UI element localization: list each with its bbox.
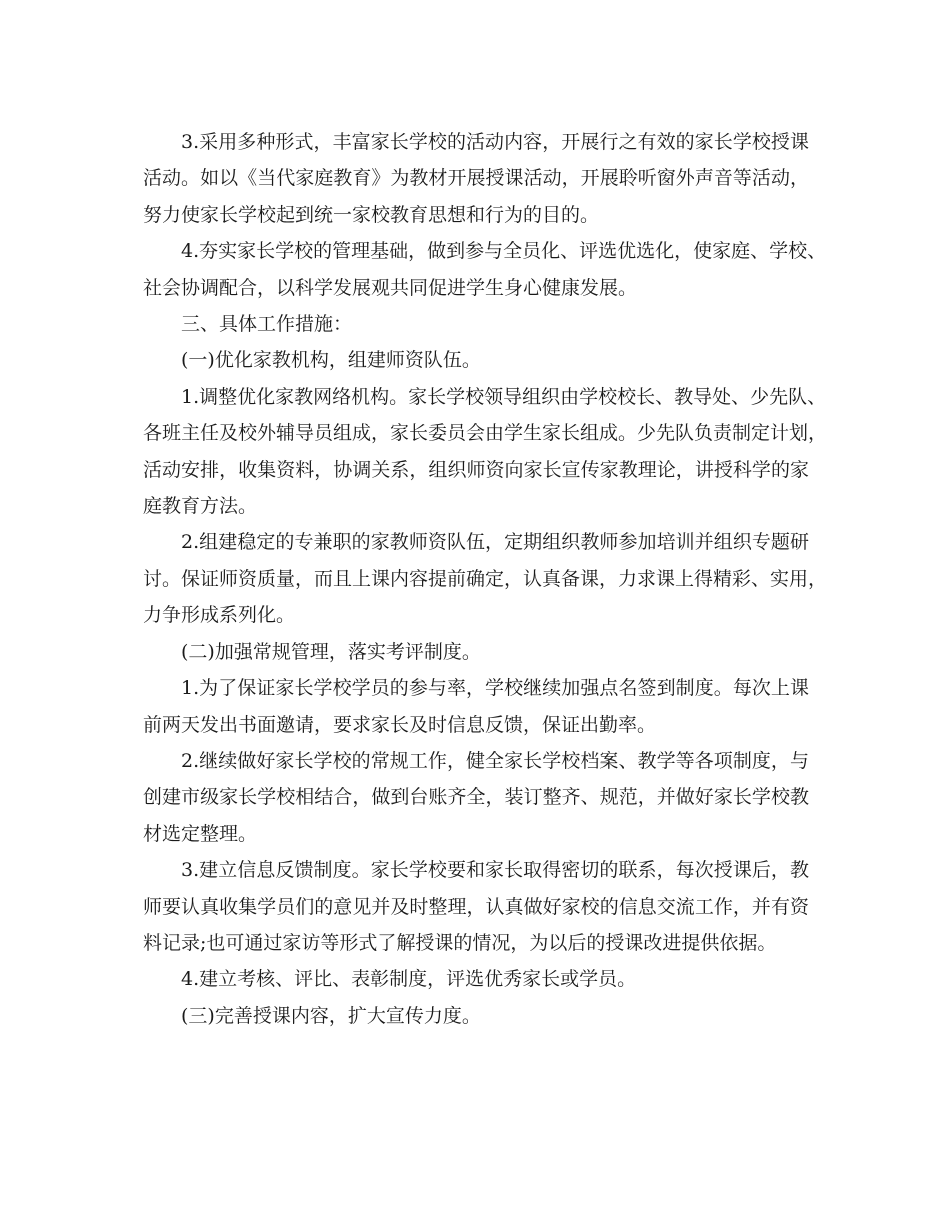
text-line: 努力使家长学校起到统一家校教育思想和行为的目的。: [143, 203, 600, 226]
text-line: 社会协调配合，以科学发展观共同促进学生身心健康发展。: [143, 276, 638, 299]
subsection-2-paragraph-4: [143, 961, 809, 997]
heading-text: 三、具体工作措施：: [181, 313, 353, 336]
text-line: 3.建立信息反馈制度。家长学校要和家长取得密切的联系，每次授课后，教: [181, 859, 809, 882]
subsection-2-paragraph-2: [143, 743, 809, 852]
subsection-heading-1: [143, 342, 809, 378]
document-body: [143, 124, 828, 1034]
text-line: 各班主任及校外辅导员组成，家长委员会由学生家长组成。少先队负责制定计划，: [143, 422, 828, 445]
paragraph-item-4: [143, 233, 827, 306]
heading-text: (二)加强常规管理，落实考评制度。: [181, 640, 481, 663]
subsection-heading-2: [143, 634, 809, 670]
section-heading-measures: [143, 306, 809, 342]
text-line: 1.调整优化家教网络机构。家长学校领导组织由学校校长、教导处、少先队、: [181, 385, 827, 408]
text-line: 1.为了保证家长学校学员的参与率，学校继续加强点名签到制度。每次上课: [181, 677, 809, 700]
text-line: 力争形成系列化。: [143, 604, 296, 627]
text-line: 料记录;也可通过家访等形式了解授课的情况，为以后的授课改进提供依据。: [143, 931, 777, 954]
text-line: 4.建立考核、评比、表彰制度，评选优秀家长或学员。: [181, 968, 637, 991]
paragraph-item-3: [143, 124, 809, 233]
text-line: 创建市级家长学校相结合，做到台账齐全，装订整齐、规范，并做好家长学校教: [143, 786, 809, 809]
text-line: 前两天发出书面邀请，要求家长及时信息反馈，保证出勤率。: [143, 713, 657, 736]
subsection-2-paragraph-3: [143, 852, 809, 961]
text-line: 2.继续做好家长学校的常规工作，健全家长学校档案、教学等各项制度，与: [181, 749, 809, 772]
text-line: 4.夯实家长学校的管理基础，做到参与全员化、评选优选化，使家庭、学校、: [181, 240, 827, 263]
subsection-1-paragraph-1: [143, 379, 828, 525]
text-line: 师要认真收集学员们的意见并及时整理，认真做好家校的信息交流工作，并有资: [143, 895, 809, 918]
text-line: 讨。保证师资质量，而且上课内容提前确定，认真备课，力求课上得精彩、实用，: [143, 567, 828, 590]
heading-text: (一)优化家教机构，组建师资队伍。: [181, 349, 481, 372]
text-line: 活动安排，收集资料，协调关系，组织师资向家长宣传家教理论，讲授科学的家: [143, 458, 809, 481]
text-line: 2.组建稳定的专兼职的家教师资队伍，定期组织教师参加培训并组织专题研: [181, 531, 809, 554]
text-line: 材选定整理。: [143, 822, 258, 845]
subsection-heading-3: [143, 998, 809, 1034]
text-line: 活动。如以《当代家庭教育》为教材开展授课活动，开展聆听窗外声音等活动，: [143, 167, 809, 190]
heading-text: (三)完善授课内容，扩大宣传力度。: [181, 1004, 481, 1027]
text-line: 3.采用多种形式，丰富家长学校的活动内容，开展行之有效的家长学校授课: [181, 131, 809, 153]
subsection-1-paragraph-2: [143, 524, 828, 633]
subsection-2-paragraph-1: [143, 670, 809, 743]
text-line: 庭教育方法。: [143, 495, 258, 518]
